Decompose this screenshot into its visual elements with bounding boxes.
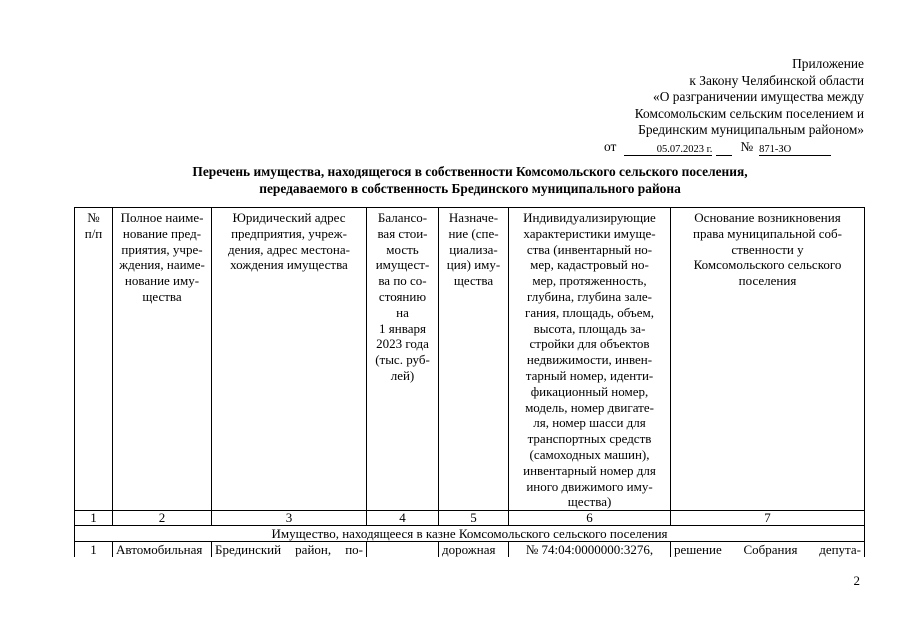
header-cell-purpose: Назначе- ние (спе- циализа- ция) иму- щества <box>439 208 509 511</box>
section-title: Имущество, находящееся в казне Комсомольского сельского поселения <box>75 525 865 541</box>
law-number: 871-ЗО <box>759 144 831 156</box>
header-line: к Закону Челябинской области <box>689 72 864 88</box>
row-name: Автомобильная <box>113 541 212 557</box>
page-number: 2 <box>853 573 860 588</box>
row-ownership-basis: решение Собрания депута- <box>671 541 865 557</box>
law-date-number <box>604 139 864 156</box>
header-cell-address: Юридический адрес предприятия, учреж- дения, адрес местона- хождения имущества <box>212 208 367 511</box>
page-title <box>150 164 790 197</box>
section-row <box>75 525 865 541</box>
column-number: 5 <box>439 511 509 526</box>
header-cell-balance-value: Балансо- вая стои- мость имущест- ва по со- стоянию на 1 января 2023 года (тыс. руб- лей) <box>367 208 439 511</box>
column-number: 3 <box>212 511 367 526</box>
title-line: передаваемого в собственность Брединского муниципального района <box>259 180 681 196</box>
column-number: 4 <box>367 511 439 526</box>
blank-underline <box>716 155 732 156</box>
header-cell-ownership-basis: Основание возникновения права муниципальной соб- ственности у Комсомольского сельского поселения <box>671 208 865 511</box>
column-number: 1 <box>75 511 113 526</box>
appendix-header <box>604 56 864 156</box>
row-purpose: дорожная <box>439 541 509 557</box>
title-line: Перечень имущества, находящегося в собственности Комсомольского сельского поселения, <box>192 164 748 179</box>
header-line: Брединским муниципальным районом» <box>638 122 864 138</box>
column-number: 2 <box>113 511 212 526</box>
table-header-row <box>75 208 865 511</box>
table-row <box>75 541 865 557</box>
law-date: 05.07.2023 г. <box>624 144 712 156</box>
row-characteristics: № 74:04:0000000:3276, <box>509 541 671 557</box>
header-line: «О разграничении имущества между <box>653 89 864 105</box>
header-cell-characteristics: Индивидуализирующие характеристики имуще- ства (инвентарный но- мер, кадастровый но- мер, протяженность, глубина, глубина зале- гания, площадь, объем, высота, площадь за- стройки для объектов недвижимости, инвен- тарный номер, иденти- фикационный номер, модель, номер двигате- ля, номер шасси для транспортных средств (самоходных машин), инвентарный номер для иного движимого иму- щества) <box>509 208 671 511</box>
row-number: 1 <box>75 541 113 557</box>
column-number: 7 <box>671 511 865 526</box>
property-table <box>74 207 865 557</box>
row-balance-value <box>367 541 439 557</box>
header-cell-number: № п/п <box>75 208 113 511</box>
column-number: 6 <box>509 511 671 526</box>
header-cell-name: Полное наиме- нование пред- приятия, учре- ждения, наиме- нование иму- щества <box>113 208 212 511</box>
row-address: Брединский район, по- <box>212 541 367 557</box>
column-numbers-row <box>75 511 865 526</box>
header-line: Приложение <box>792 56 864 71</box>
number-label: № <box>740 138 754 154</box>
from-label: от <box>604 138 617 154</box>
header-line: Комсомольским сельским поселением и <box>634 105 864 121</box>
